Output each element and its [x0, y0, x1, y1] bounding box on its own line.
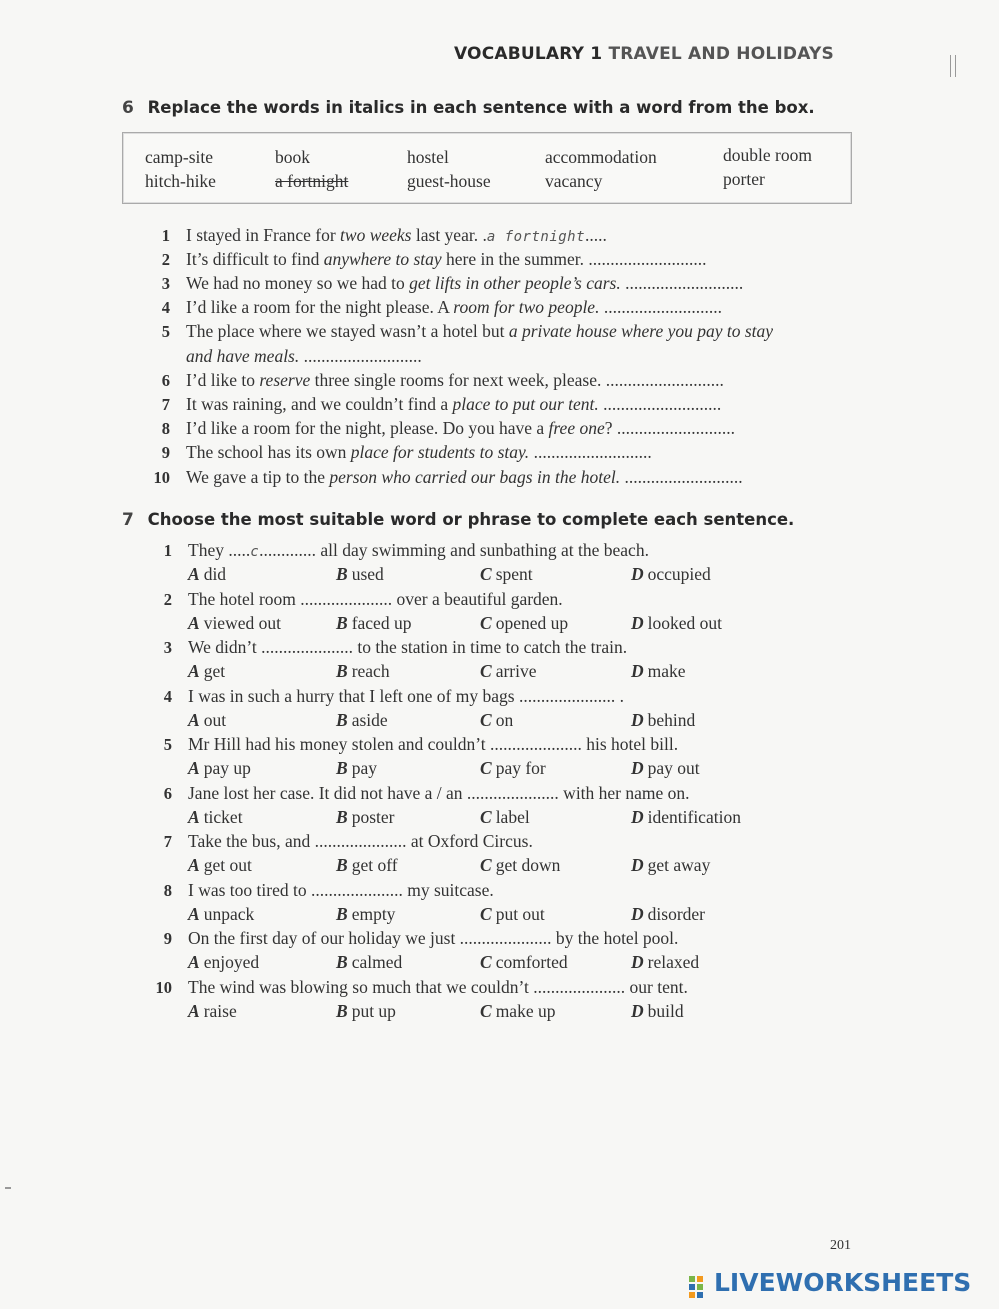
answer-blank[interactable]: three single rooms for next week, please. ........................... [310, 370, 724, 390]
option-c[interactable] [480, 758, 546, 779]
question-text-pre: I’d like a room for the night, please. Do you have a [186, 418, 549, 438]
answer-blank[interactable]: ........................... [529, 442, 652, 462]
question-number: 4 [161, 298, 170, 317]
option-text: ticket [203, 806, 243, 827]
option-letter: D [631, 952, 644, 972]
question-text-italic: place for students to stay. [350, 442, 530, 462]
question-text-pre: I stayed in France for [186, 225, 341, 245]
option-d[interactable] [631, 855, 710, 876]
option-text: on [495, 709, 514, 730]
option-d[interactable] [631, 807, 741, 828]
option-letter: A [188, 758, 200, 778]
option-a[interactable] [188, 1001, 237, 1022]
question-number: 7 [163, 832, 172, 851]
question-number: 4 [163, 686, 172, 706]
option-text: looked out [647, 612, 723, 633]
option-text: get off [351, 855, 398, 875]
option-a[interactable] [188, 952, 259, 973]
option-letter: C [480, 661, 492, 681]
question-text-italic: person who carried our bags in the hotel. [329, 467, 621, 487]
option-b[interactable] [336, 758, 377, 779]
option-text: arrive [495, 661, 537, 681]
option-letter: B [336, 806, 348, 827]
question-number: 3 [163, 638, 172, 657]
question-number: 6 [161, 371, 170, 390]
question-text [186, 297, 722, 318]
box-word: accommodation [545, 147, 657, 167]
option-c[interactable] [480, 564, 533, 585]
question-text-pre: The place where we stayed wasn’t a hotel but [186, 321, 509, 341]
option-c[interactable] [480, 710, 513, 731]
option-b[interactable] [336, 855, 398, 876]
answer-blank[interactable]: ........................... [599, 297, 722, 317]
option-b[interactable] [336, 1001, 396, 1022]
option-letter: B [336, 1000, 348, 1021]
option-text: identification [647, 806, 741, 827]
scan-edge-mark [5, 1187, 11, 1189]
option-b[interactable] [336, 904, 395, 925]
option-text: poster [351, 806, 395, 827]
liveworksheets-logo-icon [689, 1274, 711, 1298]
question-text-continued [186, 346, 422, 367]
question-number: 2 [163, 589, 172, 609]
question-text [188, 880, 494, 901]
option-text: relaxed [647, 952, 700, 972]
question-text [186, 394, 721, 415]
option-c[interactable] [480, 855, 560, 876]
option-text: unpack [203, 903, 255, 924]
question-text-pre: I’d like to [186, 370, 260, 390]
option-d[interactable] [631, 710, 695, 731]
answer-blank[interactable]: ........................... [299, 346, 422, 366]
question-number: 10 [155, 977, 172, 997]
option-text: build [647, 1000, 684, 1021]
option-b[interactable] [336, 661, 390, 682]
option-letter: A [188, 806, 200, 827]
option-a[interactable] [188, 855, 252, 876]
option-letter: C [480, 1000, 492, 1021]
option-letter: D [631, 709, 644, 730]
question-text [188, 977, 688, 998]
question-text-italic: room for two people. [453, 297, 600, 317]
option-text: comforted [495, 952, 568, 972]
exercise-6-instruction: Replace the words in italics in each sentence with a word from the box. [147, 98, 815, 117]
question-text-pre[interactable]: The hotel room ..................... over a beautiful garden. [188, 588, 563, 609]
question-text-pre: It was raining, and we couldn’t find a [186, 394, 453, 414]
option-letter: A [188, 855, 200, 875]
option-text: make up [495, 1000, 556, 1021]
question-number: 8 [161, 419, 170, 438]
answer-blank[interactable]: here in the summer. ........................... [441, 249, 707, 269]
option-c[interactable] [480, 613, 568, 634]
question-text-pre: The school has its own [186, 442, 351, 462]
option-text: calmed [351, 952, 403, 972]
question-text [186, 249, 707, 270]
question-text-italic: reserve [259, 370, 311, 390]
option-text: pay up [203, 758, 251, 778]
page-number: 201 [830, 1238, 851, 1253]
question-text-italic: free one [548, 418, 605, 438]
exercise-7-title [122, 510, 794, 530]
option-letter: C [480, 806, 492, 827]
option-a[interactable] [188, 904, 254, 925]
box-word: guest-house [407, 171, 491, 191]
question-text-italic: two weeks [340, 225, 412, 245]
question-text-pre[interactable]: Jane lost her case. It did not have a / an ..................... with her name on. [188, 782, 690, 803]
option-letter: B [336, 661, 348, 681]
option-letter: C [480, 758, 492, 778]
exercise-7-number: 7 [122, 510, 134, 530]
option-letter: B [336, 612, 348, 633]
header-title-part2: TRAVEL AND HOLIDAYS [608, 44, 834, 64]
scan-edge-mark [955, 55, 956, 77]
option-c[interactable] [480, 904, 545, 925]
answer-blank[interactable]: ? ........................... [604, 418, 736, 438]
option-d[interactable] [631, 613, 722, 634]
option-text: raise [203, 1000, 237, 1021]
header-title-part1: VOCABULARY 1 [454, 44, 603, 64]
option-letter: B [336, 564, 348, 584]
option-d[interactable] [631, 952, 699, 973]
option-a[interactable] [188, 564, 226, 585]
question-number: 6 [163, 783, 172, 803]
answer-blank[interactable]: ........................... [598, 394, 722, 414]
option-a[interactable] [188, 613, 281, 634]
option-text: get away [647, 855, 711, 875]
option-c[interactable] [480, 1001, 555, 1022]
option-text: pay [351, 758, 377, 778]
option-b[interactable] [336, 952, 402, 973]
option-a[interactable] [188, 661, 225, 682]
option-letter: A [188, 661, 200, 681]
option-c[interactable] [480, 807, 530, 828]
box-word: hostel [407, 147, 449, 167]
option-letter: D [631, 1000, 644, 1021]
question-number: 3 [161, 274, 170, 293]
option-text: label [495, 806, 530, 827]
question-text [186, 442, 652, 463]
question-text-italic: get lifts in other people’s cars. [409, 273, 621, 293]
question-text-post: ............. all day swimming and sunbathing at the beach. [259, 540, 649, 560]
question-text [186, 467, 743, 488]
question-text-pre[interactable]: I was too tired to ..................... my suitcase. [188, 879, 494, 900]
option-text: behind [647, 709, 696, 730]
question-number: 2 [161, 250, 170, 269]
option-letter: C [480, 903, 492, 924]
box-word: porter [723, 169, 765, 189]
option-text: faced up [351, 612, 412, 633]
option-letter: A [188, 952, 200, 972]
option-letter: A [188, 612, 200, 633]
question-text [188, 734, 678, 755]
option-letter: D [631, 855, 644, 875]
question-text-pre[interactable]: Mr Hill had his money stolen and couldn’t ..................... his hotel bill. [188, 734, 679, 754]
option-letter: D [631, 806, 644, 827]
question-number: 5 [161, 322, 170, 341]
option-letter: D [631, 612, 644, 633]
option-letter: B [336, 709, 348, 730]
question-text-italic: and have meals. [186, 346, 300, 366]
question-number: 9 [161, 443, 170, 462]
option-c[interactable] [480, 661, 537, 682]
box-word-struck: a fortnight [275, 171, 349, 191]
option-letter: C [480, 564, 492, 584]
option-text: disorder [647, 903, 705, 924]
option-letter: B [336, 903, 348, 924]
option-text: viewed out [203, 612, 281, 633]
question-number: 9 [163, 929, 172, 948]
option-d[interactable] [631, 758, 700, 779]
question-number: 5 [163, 735, 172, 754]
option-text: get out [203, 855, 252, 875]
question-text [188, 589, 563, 610]
box-word: hitch-hike [145, 171, 216, 191]
option-letter: C [480, 855, 492, 875]
question-text [188, 783, 690, 804]
option-letter: D [631, 661, 644, 681]
option-text: did [203, 564, 227, 584]
answer-input[interactable]: c [250, 544, 260, 560]
option-letter: A [188, 564, 200, 584]
option-b[interactable] [336, 807, 394, 828]
question-text [186, 273, 743, 294]
question-text-pre: We had no money so we had to [186, 273, 410, 293]
question-number: 1 [163, 541, 172, 560]
option-text: put out [495, 903, 545, 924]
option-letter: C [480, 952, 492, 972]
option-letter: D [631, 564, 644, 584]
question-text [188, 831, 533, 852]
answer-dots: ..... [585, 225, 607, 245]
question-text-italic: anywhere to stay [323, 249, 442, 269]
option-text: spent [495, 564, 533, 584]
question-text-post: last year. . [411, 225, 487, 245]
option-letter: C [480, 709, 492, 730]
question-number: 1 [161, 226, 170, 245]
box-word: camp-site [145, 147, 214, 167]
option-c[interactable] [480, 952, 568, 973]
option-letter: A [188, 709, 200, 730]
box-word: book [275, 147, 310, 167]
question-number: 10 [153, 468, 170, 487]
scan-edge-mark [950, 55, 951, 77]
question-text [188, 686, 624, 707]
option-text: opened up [495, 612, 569, 633]
option-letter: B [336, 952, 348, 972]
exercise-6-title [122, 98, 815, 118]
option-a[interactable] [188, 758, 251, 779]
option-text: get down [495, 855, 561, 875]
question-text-pre[interactable]: We didn’t ..................... to the station in time to catch the train. [188, 637, 628, 657]
question-text-pre: I’d like a room for the night please. A [186, 297, 454, 317]
question-text-pre[interactable]: The wind was blowing so much that we couldn’t ..................... our tent. [188, 976, 688, 997]
option-a[interactable] [188, 710, 226, 731]
question-text-pre: We gave a tip to the [186, 467, 330, 487]
exercise-7-instruction: Choose the most suitable word or phrase to complete each sentence. [147, 510, 795, 529]
option-text: reach [351, 661, 390, 681]
answer-input[interactable]: a fortnight [486, 229, 586, 245]
option-letter: D [631, 758, 644, 778]
question-text [188, 637, 627, 658]
question-text [186, 321, 773, 342]
option-text: make [647, 661, 686, 681]
question-text [188, 540, 649, 561]
question-text [186, 418, 735, 439]
answer-blank[interactable]: ........................... [620, 273, 744, 293]
option-text: get [203, 661, 226, 681]
option-letter: A [188, 1000, 200, 1021]
exercise-6-number: 6 [122, 98, 134, 118]
option-d[interactable] [631, 1001, 684, 1022]
option-b[interactable] [336, 564, 384, 585]
question-number: 8 [163, 880, 172, 900]
box-word: vacancy [545, 171, 603, 191]
question-text [186, 370, 724, 391]
box-word: double room [723, 145, 812, 165]
option-text: pay out [647, 758, 700, 778]
question-text-pre[interactable]: Take the bus, and ..................... at Oxford Circus. [188, 831, 533, 851]
option-letter: C [480, 612, 492, 633]
option-d[interactable] [631, 564, 711, 585]
option-d[interactable] [631, 904, 705, 925]
option-text: used [351, 564, 384, 584]
option-text: empty [351, 903, 396, 924]
option-letter: D [631, 903, 644, 924]
option-b[interactable] [336, 710, 388, 731]
option-letter: B [336, 855, 348, 875]
option-letter: B [336, 758, 348, 778]
option-d[interactable] [631, 661, 686, 682]
option-b[interactable] [336, 613, 411, 634]
option-letter: A [188, 903, 200, 924]
question-text [186, 225, 607, 246]
question-text-pre: It’s difficult to find [186, 249, 324, 269]
question-text-pre[interactable]: I was in such a hurry that I left one of my bags ...................... . [188, 685, 624, 706]
option-text: aside [351, 709, 388, 730]
page-header [454, 44, 834, 64]
word-box [122, 132, 852, 204]
liveworksheets-logo-text: LIVEWORKSHEETS [714, 1268, 972, 1297]
answer-blank[interactable]: ........................... [620, 467, 743, 487]
option-text: occupied [647, 564, 711, 584]
question-number: 7 [161, 395, 170, 414]
option-text: out [203, 709, 227, 730]
option-text: pay for [495, 758, 546, 778]
option-text: enjoyed [203, 952, 260, 972]
option-text: put up [351, 1000, 396, 1021]
question-text [188, 928, 678, 949]
question-text-pre[interactable]: They ..... [188, 540, 251, 560]
question-text-pre[interactable]: On the first day of our holiday we just ..................... by the hotel pool. [188, 928, 679, 948]
option-a[interactable] [188, 807, 243, 828]
question-text-italic: place to put our tent. [452, 394, 599, 414]
question-text-italic: a private house where you pay to stay [508, 321, 774, 341]
